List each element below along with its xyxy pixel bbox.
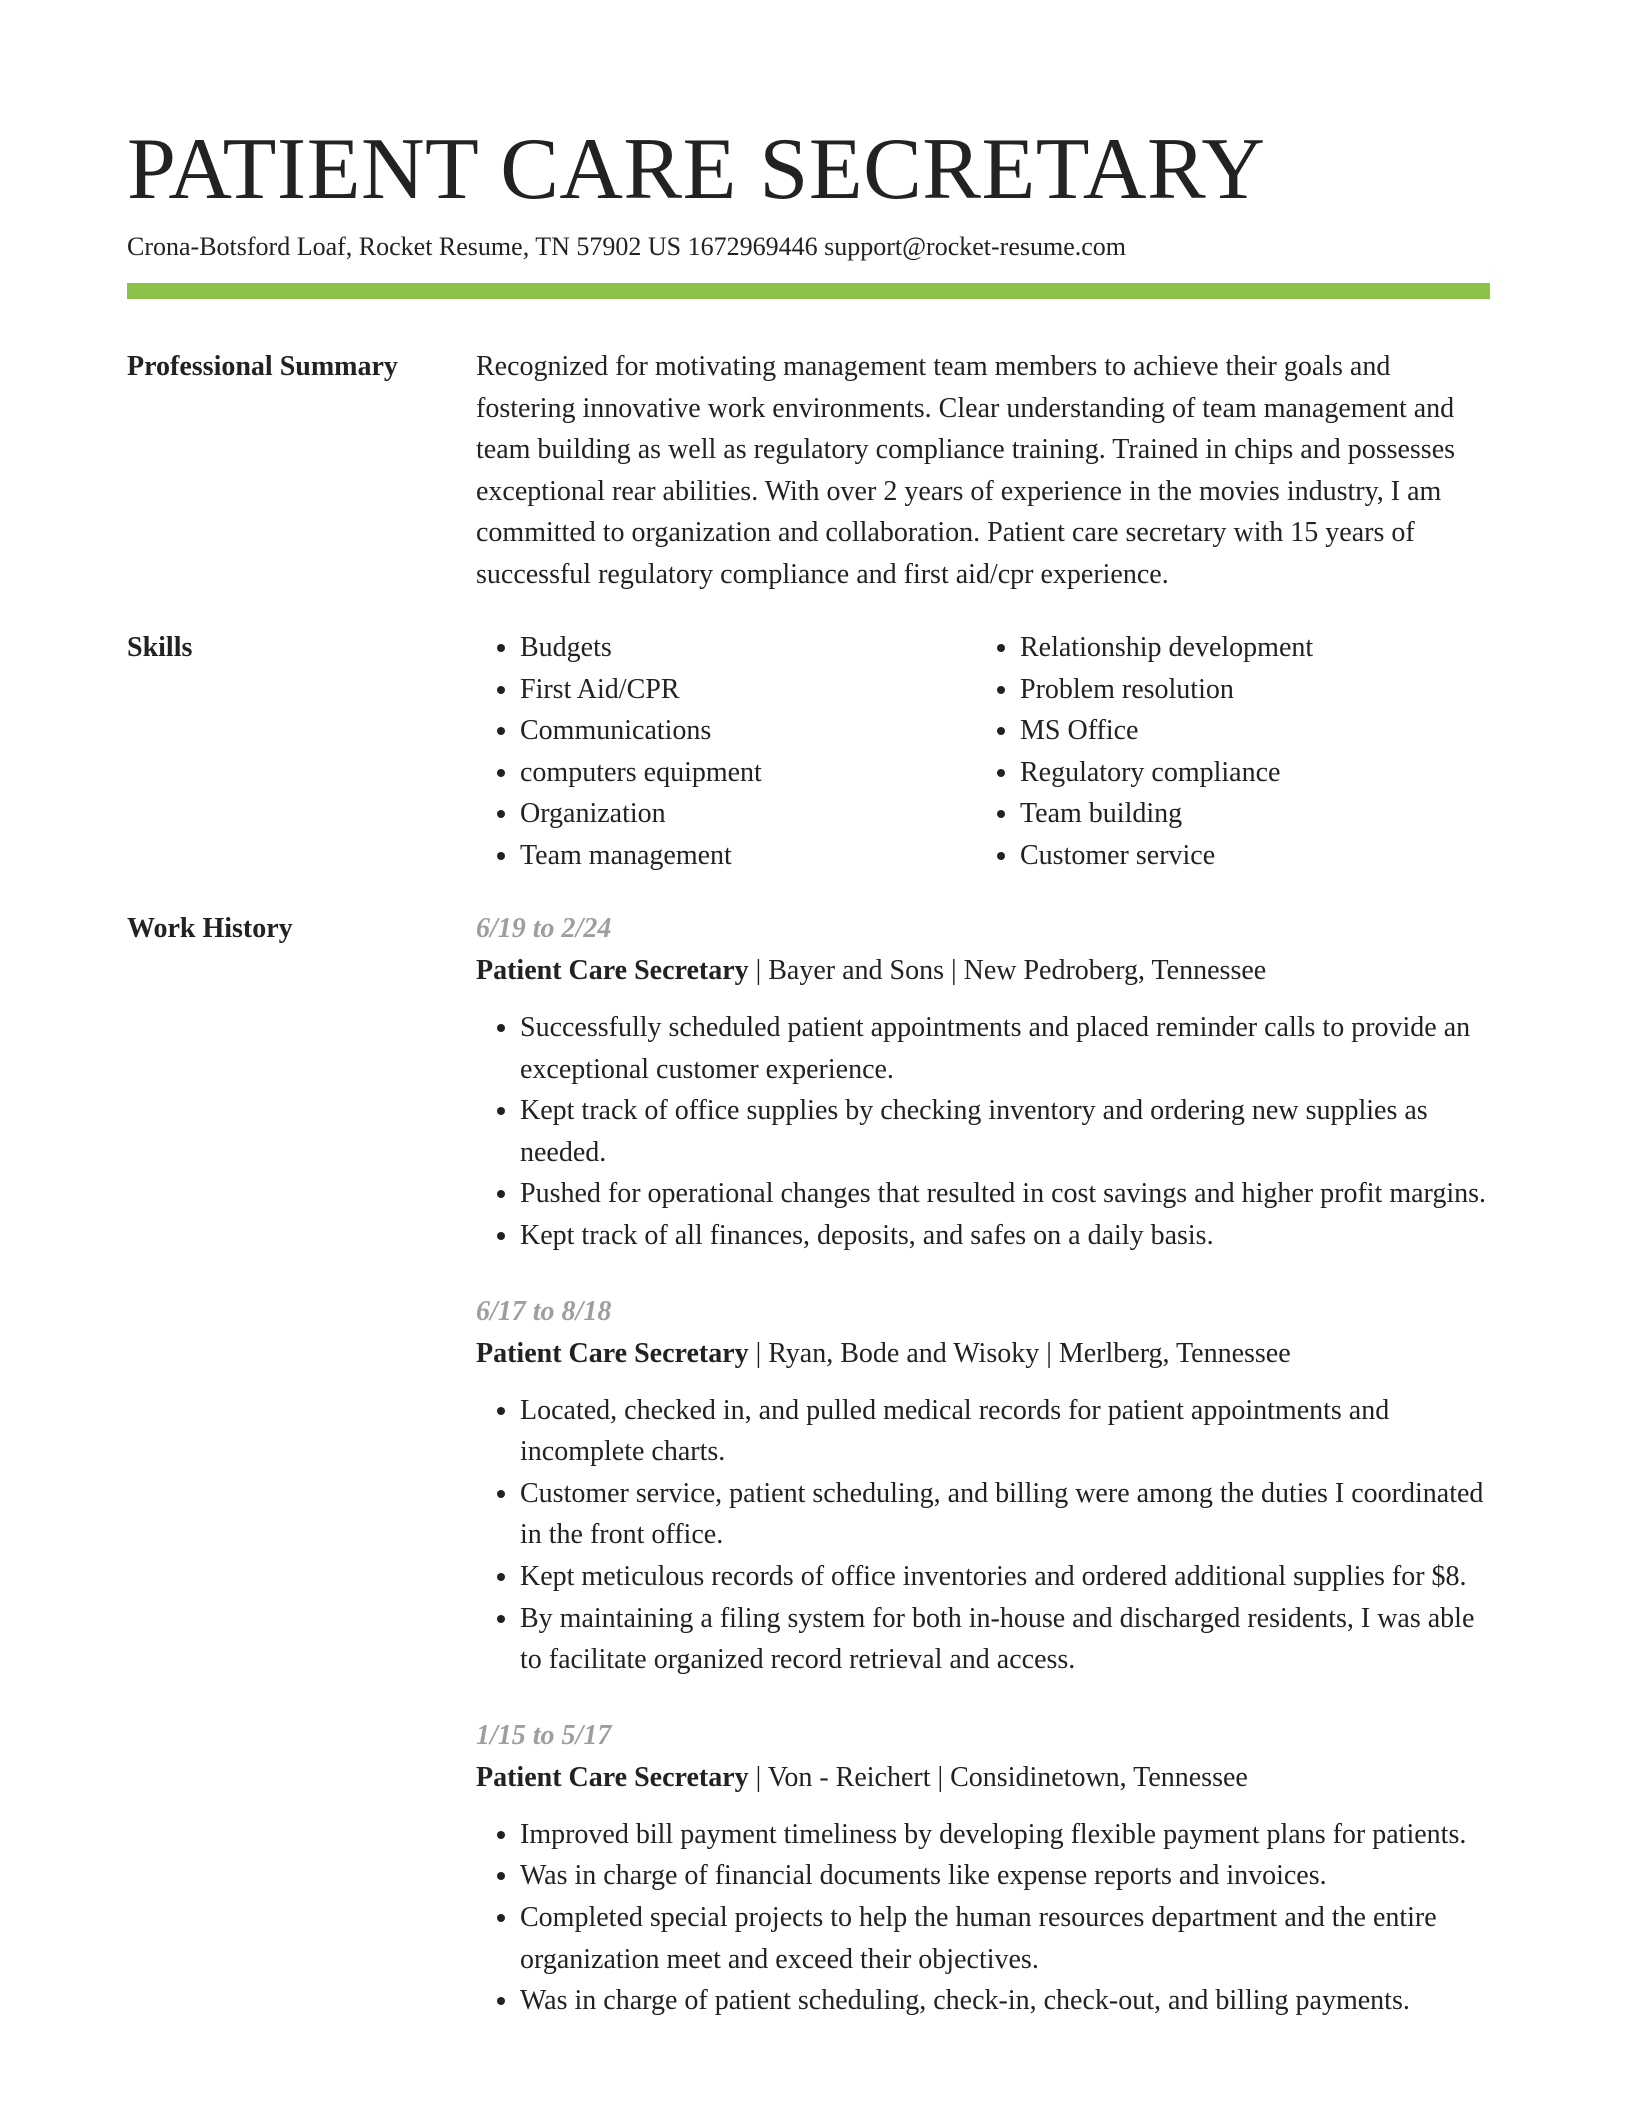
job-title: Patient Care Secretary [476,1761,749,1793]
skills-columns [476,627,1490,877]
summary-heading: Professional Summary [127,351,398,382]
work-history-body [476,908,1490,2022]
job-bullet: • Kept track of office supplies by checking inventory and ordering new supplies as needed. [520,1090,1490,1173]
job-bullet: • Was in charge of patient scheduling, check-in, check-out, and billing payments. [520,1980,1490,2022]
job-dates: 1/15 to 5/17 [476,1719,612,1751]
skill-item: • Team management [520,835,976,877]
contact-info: Crona-Botsford Loaf, Rocket Resume, TN 57902 US 1672969446 support@rocket-resume.com [127,232,1127,261]
job-dates: 6/17 to 8/18 [476,1295,612,1327]
skill-item: • Regulatory compliance [1020,752,1476,794]
skill-item: • First Aid/CPR [520,669,976,711]
header-divider [127,283,1490,299]
job-title-line [476,1333,1490,1375]
job-bullet: • Kept track of all finances, deposits, and safes on a daily basis. [520,1215,1490,1257]
job-bullet-list [476,1390,1490,1681]
resume-name: PATIENT CARE SECRETARY [127,121,1266,218]
skills-body [476,627,1490,877]
job-bullet-list [476,1814,1490,2022]
job-bullet: • Improved bill payment timeliness by developing flexible payment plans for patients. [520,1814,1490,1856]
work-history-heading: Work History [127,913,293,944]
summary-text: Recognized for motivating management team members to achieve their goals and fostering innovative work environments. Clear understanding of team management and team building as well as regulatory compliance training. Trained in chips and possesses exceptional rear abilities. With over 2 years of experience in the movies industry, I am committed to organization and collaboration. Patient care secretary with 15 years of successful regulatory compliance and first aid/cpr experience. [476,351,1456,590]
skill-item: • Problem resolution [1020,669,1476,711]
job-employer-location: | Ryan, Bode and Wisoky | Merlberg, Tennessee [748,1337,1291,1369]
job-title: Patient Care Secretary [476,1337,749,1369]
job-employer-location: | Bayer and Sons | New Pedroberg, Tennessee [748,955,1267,986]
job-entry [476,1715,1490,2022]
summary-body [476,346,1490,596]
job-bullet: • Successfully scheduled patient appointments and placed reminder calls to provide an exceptional customer experience. [520,1007,1490,1090]
skill-item: • MS Office [1020,710,1476,752]
skill-item: • Team building [1020,793,1476,835]
job-bullet-list [476,1007,1490,1257]
job-dates: 6/19 to 2/24 [476,913,612,944]
job-bullet: • Completed special projects to help the human resources department and the entire organization meet and exceed their objectives. [520,1897,1490,1980]
job-bullet: • By maintaining a filing system for both in-house and discharged residents, I was able to facilitate organized record retrieval and access. [520,1598,1490,1681]
job-title-line [476,1757,1490,1799]
job-bullet: • Located, checked in, and pulled medical records for patient appointments and incomplete charts. [520,1390,1490,1473]
skill-item: • Budgets [520,627,976,669]
skills-heading: Skills [127,632,193,663]
job-employer-location: | Von - Reichert | Considinetown, Tennessee [748,1761,1248,1793]
skill-item: • computers equipment [520,752,976,794]
job-bullet: • Customer service, patient scheduling, and billing were among the duties I coordinated in the front office. [520,1473,1490,1556]
job-bullet: • Kept meticulous records of office inventories and ordered additional supplies for $8. [520,1556,1490,1598]
skill-item: • Customer service [1020,835,1476,877]
skills-list-left [476,627,976,877]
skill-item: • Relationship development [1020,627,1476,669]
skills-list-right [976,627,1476,877]
skill-item: • Communications [520,710,976,752]
skill-item: • Organization [520,793,976,835]
job-title-line [476,950,1490,992]
job-bullet: • Was in charge of financial documents like expense reports and invoices. [520,1855,1490,1897]
job-title: Patient Care Secretary [476,955,749,986]
job-entry [476,1291,1490,1681]
job-entry [476,908,1490,1257]
job-bullet: • Pushed for operational changes that resulted in cost savings and higher profit margins. [520,1173,1490,1215]
